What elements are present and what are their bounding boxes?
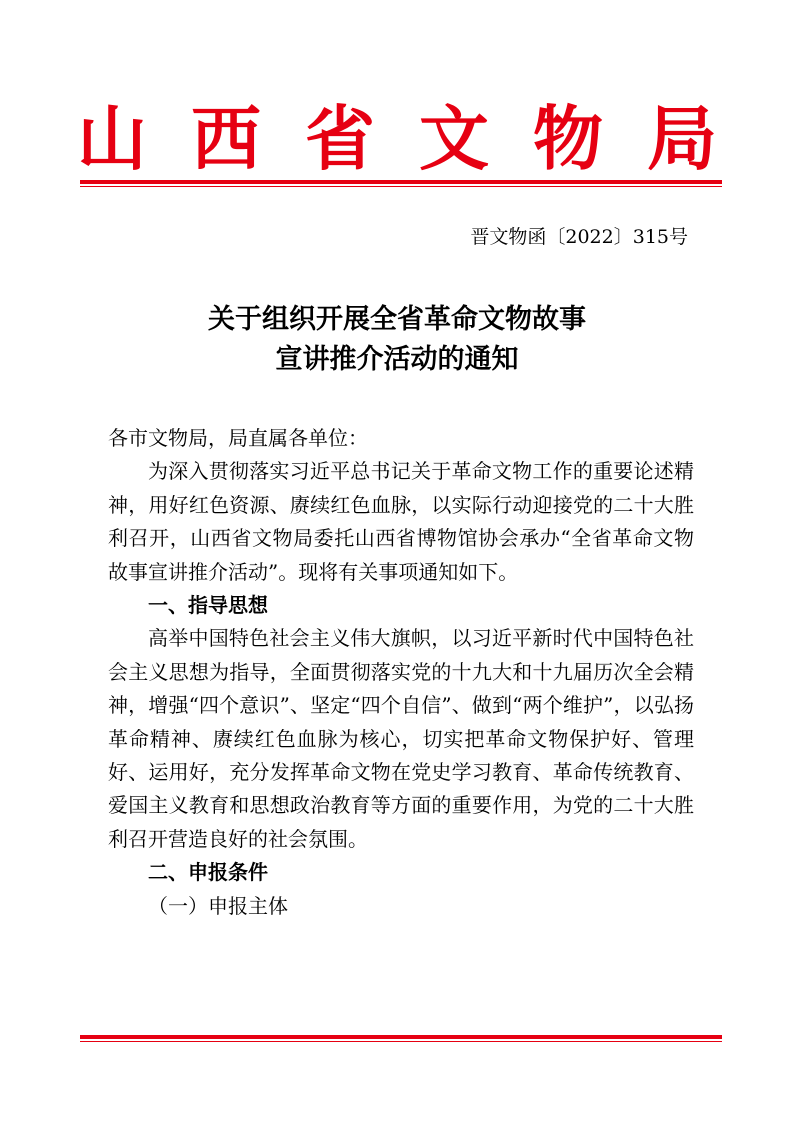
document-body <box>108 422 694 923</box>
section-heading-1: 一、指导思想 <box>148 593 268 618</box>
title-line-1: 关于组织开展全省革命文物故事 <box>208 304 586 335</box>
document-title <box>0 300 794 380</box>
salutation: 各市文物局，局直属各单位： <box>108 426 368 450</box>
title-line-2: 宣讲推介活动的通知 <box>275 344 519 375</box>
document-number: 晋文物函〔2022〕315号 <box>470 226 688 248</box>
intro-paragraph: 为深入贯彻落实习近平总书记关于革命文物工作的重要论述精神，用好红色资源、赓续红色血脉，以实际行动迎接党的二十大胜利召开，山西省文物局委托山西省博物馆协会承办“全省革命文物故事宣讲推介活动”。现将有关事项通知如下。 <box>108 459 694 584</box>
subsection-heading-1: （一）申报主体 <box>148 893 288 918</box>
issuer-header: 山西省文物局 <box>77 97 761 180</box>
header-red-rule <box>80 180 722 187</box>
section-paragraph-1: 高举中国特色社会主义伟大旗帜，以习近平新时代中国特色社会主义思想为指导，全面贯彻落实党的十九大和十九届历次全会精神，增强“四个意识”、坚定“四个自信”、做到“两个维护”，以弘扬革命精神、赓续红色血脉为核心，切实把革命文物保护好、管理好、运用好，充分发挥革命文物在党史学习教育、革命传统教育、爱国主义教育和思想政治教育等方面的重要作用，为党的二十大胜利召开营造良好的社会氛围。 <box>108 626 694 851</box>
section-heading-2: 二、申报条件 <box>148 860 268 885</box>
footer-red-rule <box>80 1035 722 1042</box>
